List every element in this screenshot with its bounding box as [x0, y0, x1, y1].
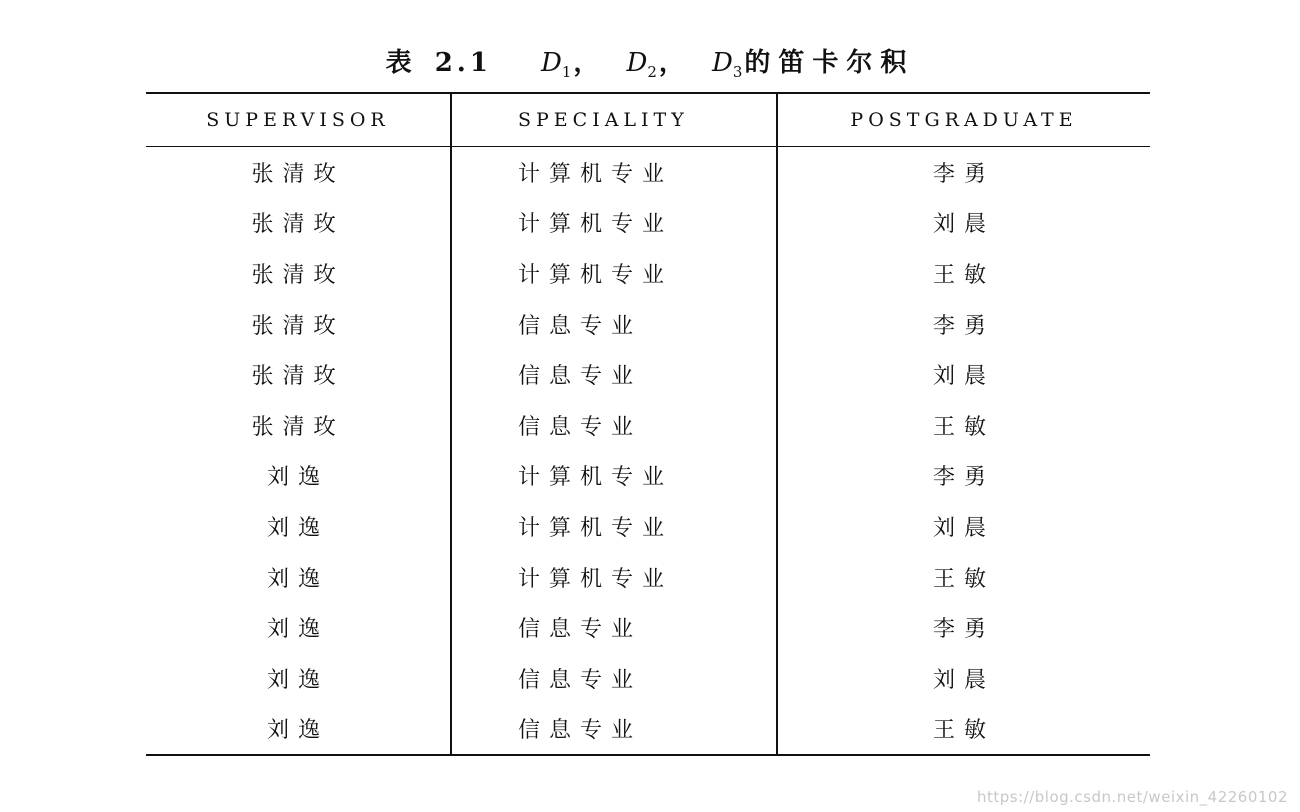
caption-set-3: $D_3$	[711, 48, 743, 81]
speciality-cell: 计算机专业	[451, 552, 777, 603]
postgraduate-cell: 刘晨	[932, 515, 995, 541]
table-row	[146, 501, 1150, 552]
supervisor-cell: 张清玫	[146, 400, 451, 451]
postgraduate-cell: 王敏	[932, 566, 995, 592]
table-row	[146, 147, 1150, 198]
table-row	[146, 451, 1150, 502]
table-row	[146, 248, 1150, 299]
caption-number: 2.1	[434, 48, 492, 78]
speciality-cell: 计算机专业	[451, 501, 777, 552]
watermark: https://blog.csdn.net/weixin_42260102	[976, 788, 1288, 806]
supervisor-cell: 刘逸	[146, 704, 451, 756]
postgraduate-cell: 刘晨	[932, 364, 995, 390]
supervisor-cell: 刘逸	[146, 653, 451, 704]
speciality-cell: 计算机专业	[451, 248, 777, 299]
table-row	[146, 602, 1150, 653]
postgraduate-cell: 李勇	[932, 161, 995, 187]
speciality-cell: 信息专业	[451, 400, 777, 451]
supervisor-cell: 张清玫	[146, 248, 451, 299]
caption-suffix: 的笛卡尔积	[744, 48, 915, 78]
postgraduate-cell: 刘晨	[932, 667, 995, 693]
table-row	[146, 704, 1150, 756]
speciality-cell: 信息专业	[451, 349, 777, 400]
table-row	[146, 653, 1150, 704]
caption-separator-2: ，	[658, 48, 689, 78]
postgraduate-cell: 李勇	[932, 313, 995, 339]
table-row	[146, 349, 1150, 400]
table-row	[146, 198, 1150, 249]
cartesian-product-table	[146, 92, 1150, 756]
table-row	[146, 400, 1150, 451]
caption-label: 表	[385, 48, 416, 78]
caption-set-1: $D_1$	[540, 48, 572, 81]
speciality-cell: 信息专业	[451, 602, 777, 653]
postgraduate-cell: 王敏	[932, 718, 995, 744]
postgraduate-cell: 刘晨	[932, 212, 995, 238]
postgraduate-cell: 李勇	[932, 617, 995, 643]
caption-set-2: $D_2$	[626, 48, 657, 81]
table-caption	[0, 42, 1300, 81]
column-header-speciality: SPECIALITY	[451, 93, 777, 147]
postgraduate-cell: 王敏	[932, 262, 995, 288]
speciality-cell: 计算机专业	[451, 198, 777, 249]
table-header-row	[146, 93, 1150, 147]
speciality-cell: 信息专业	[451, 704, 777, 756]
supervisor-cell: 刘逸	[146, 451, 451, 502]
speciality-cell: 信息专业	[451, 299, 777, 350]
speciality-cell: 计算机专业	[451, 147, 777, 198]
supervisor-cell: 张清玫	[146, 349, 451, 400]
table-body	[146, 147, 1150, 756]
caption-separator-1: ，	[573, 48, 604, 78]
supervisor-cell: 张清玫	[146, 198, 451, 249]
supervisor-cell: 刘逸	[146, 501, 451, 552]
speciality-cell: 信息专业	[451, 653, 777, 704]
supervisor-cell: 张清玫	[146, 147, 451, 198]
supervisor-cell: 刘逸	[146, 552, 451, 603]
postgraduate-cell: 李勇	[932, 465, 995, 491]
table-row	[146, 299, 1150, 350]
column-header-supervisor: SUPERVISOR	[146, 93, 451, 147]
postgraduate-cell: 王敏	[932, 414, 995, 440]
supervisor-cell: 张清玫	[146, 299, 451, 350]
column-header-postgraduate: POSTGRADUATE	[850, 109, 1078, 131]
table-row	[146, 552, 1150, 603]
supervisor-cell: 刘逸	[146, 602, 451, 653]
speciality-cell: 计算机专业	[451, 451, 777, 502]
